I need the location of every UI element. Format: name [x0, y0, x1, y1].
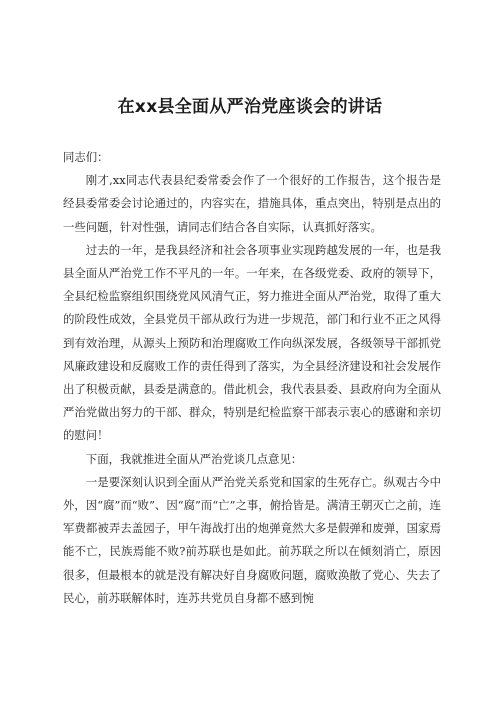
document-title: 在xx县全面从严治党座谈会的讲话	[117, 97, 383, 117]
document-body	[63, 146, 441, 610]
paragraph-intro-opinions: 下面，我就推进全面从严治党谈几点意见：	[85, 451, 303, 466]
paragraph-point-one: 一是要深刻认识到全面从严治党关系党和国家的生死存亡。纵观古今中外，因“腐”而“败”、因“腐”而“亡”之事，俯拾皆是。满清王朝灭亡之前，连军费都被弄去盖园子，甲午海战打出的炮弹竟然大多是假弹和废弹，国家焉能不亡，民族焉能不败?前苏联也是如此。前苏联之所以在倾刻消亡，原因很多，但最根本的就是没有解决好自身腐败问题，腐败涣散了党心、失去了民心，前苏联解体时，连苏共党员自身都不感到惋	[63, 474, 441, 605]
paragraph-past-year: 过去的一年，是我县经济和社会各项事业实现跨越发展的一年，也是我县全面从严治党工作不平凡的一年。一年来，在各级党委、政府的领导下，全县纪检监察组织围绕党风风清气正，努力推进全面从严治党，取得了重大的阶段性成效，全县党员干部从政行为进一步规范，部门和行业不正之风得到有效治理，从源头上预防和治理腐败工作向纵深发展，各级领导干部抓党风廉政建设和反腐败工作的责任得到了落实，为全县经济建设和社会发展作出了积极贡献，县委是满意的。借此机会，我代表县委、县政府向为全面从严治党做出努力的干部、群众，特别是纪检监察干部表示衷心的感谢和亲切的慰问！	[63, 242, 441, 443]
salutation: 同志们：	[63, 150, 109, 164]
paragraph-report: 刚才,xx同志代表县纪委常委会作了一个很好的工作报告，这个报告是经县委常委会讨论通过的，内容实在，措施具体，重点突出，特别是点出的一些问题，针对性强，请同志们结合各自实际，认真抓好落实。	[63, 173, 441, 234]
